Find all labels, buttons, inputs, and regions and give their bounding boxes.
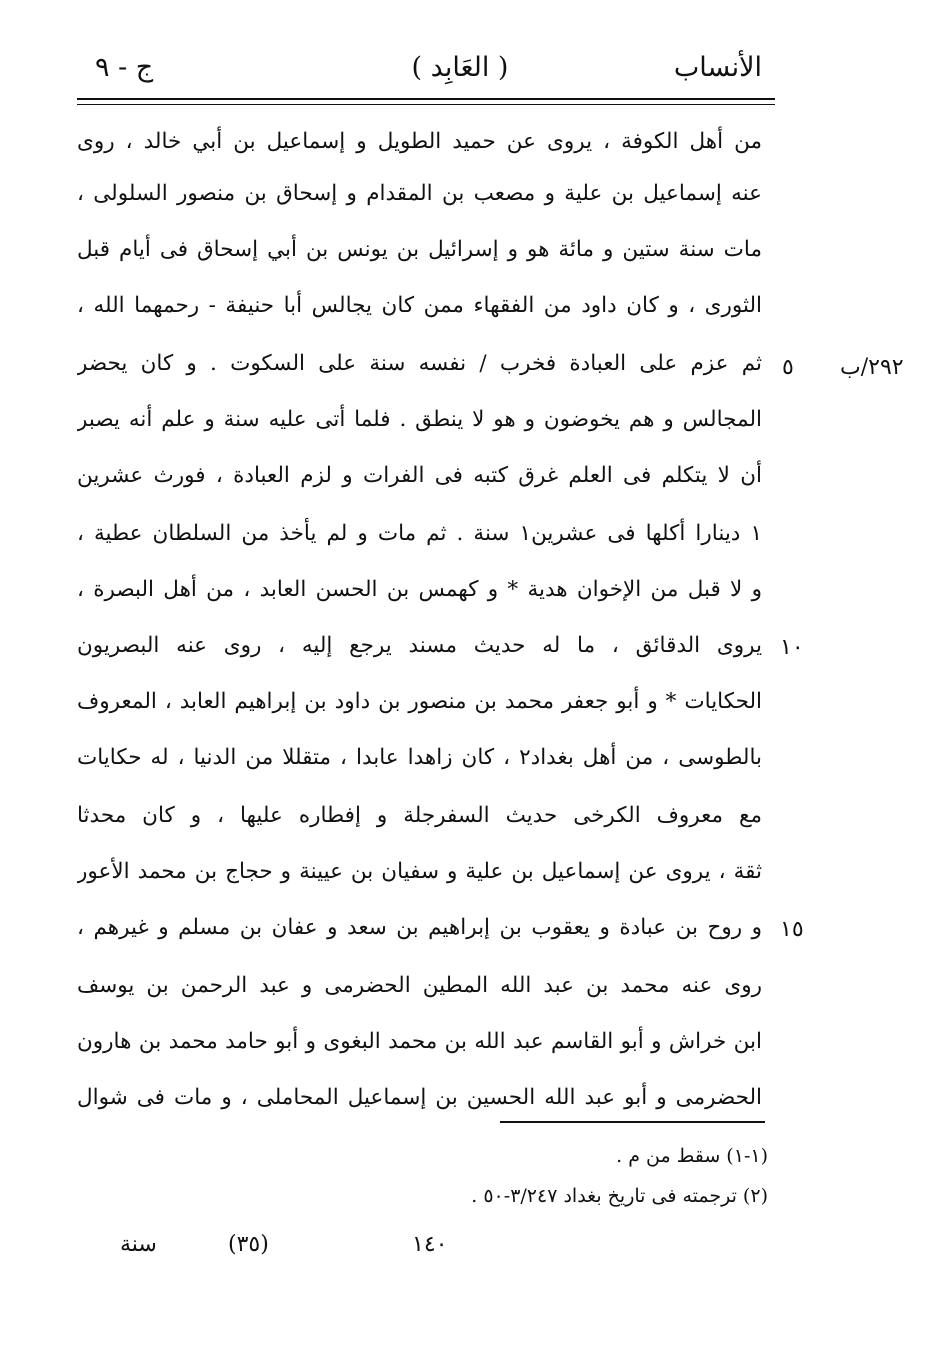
text-line: المجالس و هم يخوضون و هو لا ينطق . فلما أتى عليه سنة و علم أنه يصبر xyxy=(77,407,762,432)
text-line: ثقة ، يروى عن إسماعيل بن علية و سفيان بن عيينة و حجاج بن محمد الأعور xyxy=(77,859,762,884)
text-line: ١ دينارا أكلها فى عشرين١ سنة . ثم مات و لم يأخذ من السلطان عطية ، xyxy=(77,521,762,546)
line-number-5: ٥ xyxy=(782,355,794,380)
page-number: ١٤٠ xyxy=(412,1232,448,1257)
header-rule xyxy=(77,98,775,100)
text-line: ابن خراش و أبو القاسم عبد الله بن محمد البغوى و أبو حامد محمد بن هارون xyxy=(77,1029,762,1054)
text-line: بالطوسى ، من أهل بغداد٢ ، كان زاهدا عابدا ، متقللا من الدنيا ، له حكايات xyxy=(77,745,762,770)
text-line: يروى الدقائق ، ما له حديث مسند يرجع إليه ، روى عنه البصريون xyxy=(77,633,762,658)
text-line: الحضرمى و أبو عبد الله الحسين بن إسماعيل المحاملى ، و مات فى شوال xyxy=(77,1085,762,1110)
text-line: روى عنه محمد بن عبد الله المطين الحضرمى و عبد الرحمن بن يوسف xyxy=(77,973,762,998)
text-line: الثورى ، و كان داود من الفقهاء ممن كان يجالس أبا حنيفة - رحمهما الله ، xyxy=(77,293,762,318)
text-line: من أهل الكوفة ، يروى عن حميد الطويل و إسماعيل بن أبي خالد ، روى xyxy=(77,129,762,154)
text-line: ثم عزم على العبادة فخرب / نفسه سنة على السكوت . و كان يحضر xyxy=(77,351,762,376)
line-number-15: ١٥ xyxy=(780,917,804,942)
text-line: و لا قبل من الإخوان هدية * و كهمس بن الحسن العابد ، من أهل البصرة ، xyxy=(77,577,762,602)
text-line: مات سنة ستين و مائة هو و إسرائيل بن يونس بن أبي إسحاق فى أيام قبل xyxy=(77,237,762,262)
footnote-rule xyxy=(500,1121,765,1123)
book-title: الأنساب xyxy=(673,52,762,83)
text-line: و روح بن عبادة و يعقوب بن إبراهيم بن سعد و عفان بن مسلم و غيرهم ، xyxy=(77,915,762,940)
text-line: الحكايات * و أبو جعفر محمد بن منصور بن داود بن إبراهيم العابد ، المعروف xyxy=(77,689,762,714)
footnote: (١-١) سقط من م . xyxy=(616,1145,768,1167)
text-line: مع معروف الكرخى حديث السفرجلة و إفطاره عليها ، و كان محدثا xyxy=(77,803,762,828)
header-rule-thin xyxy=(77,104,775,105)
text-line: أن لا يتكلم فى العلم غرق كتبه فى الفرات و لزم العبادة ، فورث عشرين xyxy=(77,463,762,488)
entry-title: ( العَابِد ) xyxy=(411,52,509,83)
text-line: عنه إسماعيل بن علية و مصعب بن المقدام و إسحاق بن منصور السلولى ، xyxy=(77,181,762,206)
footnote: (٢) ترجمته فى تاريخ بغداد ٣/٢٤٧-٥٠ . xyxy=(471,1185,768,1207)
signature-mark: (٣٥) xyxy=(228,1232,269,1257)
folio-reference: ٢٩٢/ب xyxy=(840,355,904,380)
line-number-10: ١٠ xyxy=(780,635,804,660)
volume-number: ج - ٩ xyxy=(95,52,154,83)
catchword: سنة xyxy=(120,1232,157,1257)
